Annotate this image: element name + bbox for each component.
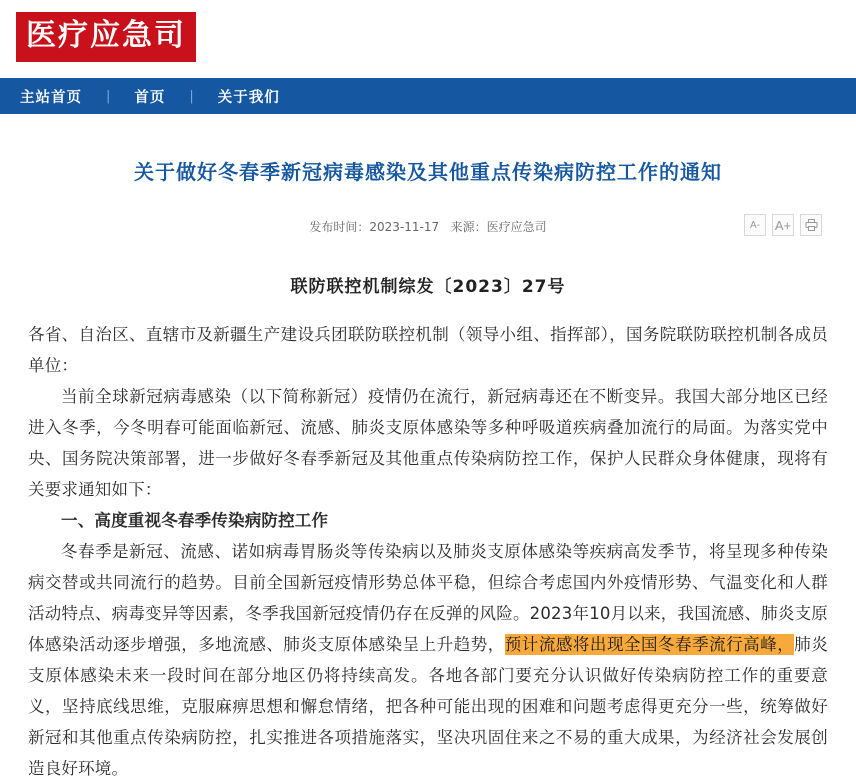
page-title: 关于做好冬春季新冠病毒感染及其他重点传染病防控工作的通知 <box>134 160 722 184</box>
font-increase-button[interactable]: A+ <box>772 214 794 236</box>
main-nav <box>0 78 856 114</box>
article-tools <box>744 214 822 236</box>
paragraph-situation-part1: 冬春季是新冠、流感、诺如病毒胃肠炎等传染病以及肺炎支原体感染等疾病高发季节，将呈现多种传染病交替或共同流行的趋势。目前全国新冠疫情形势总体平稳，但综合考虑国内外疫情形势、气温变化和人群活动特点、病毒变异等因素，冬季我国新冠疫情仍存在反弹的风险。2023年10月以来，我国流感、肺炎支原体感染活动逐步增强，多地流感、肺炎支原体感染呈上升趋势， <box>28 542 828 654</box>
article-body <box>28 319 828 784</box>
article-container <box>0 158 856 784</box>
source-value: 医疗应急司 <box>486 220 547 234</box>
nav-item-about-us[interactable]: 关于我们 <box>217 89 280 106</box>
section-heading-1: 一、高度重视冬春季传染病防控工作 <box>61 511 329 530</box>
publish-time-value: 2023-11-17 <box>369 220 440 234</box>
paragraph-situation-part2: 肺炎支原体感染未来一段时间在部分地区仍将持续高发。各地各部门要充分认识做好传染病防控工作的重要意义，坚持底线思维，克服麻痹思想和懈怠情绪，把各种可能出现的困难和问题考虑得更充分一些，统筹做好新冠和其他重点传染病防控，扎实推进各项措施落实，坚决巩固住来之不易的重大成果，为经济社会发展创造良好环境。 <box>28 635 828 778</box>
publish-time-label: 发布时间： <box>309 220 370 234</box>
font-decrease-button[interactable]: A- <box>744 214 766 236</box>
nav-separator: | <box>106 88 111 104</box>
nav-separator: | <box>189 88 194 104</box>
site-header <box>0 0 856 78</box>
paragraph-addressees: 各省、自治区、直辖市及新疆生产建设兵团联防联控机制（领导小组、指挥部），国务院联防联控机制各成员单位： <box>28 325 828 375</box>
paragraph-background: 当前全球新冠病毒感染（以下简称新冠）疫情仍在流行，新冠病毒还在不断变异。我国大部分地区已经进入冬季，今冬明春可能面临新冠、流感、肺炎支原体感染等多种呼吸道疾病叠加流行的局面。为落实党中央、国务院决策部署，进一步做好冬春季新冠及其他重点传染病防控工作，保护人民群众身体健康，现将有关要求通知如下： <box>28 387 828 499</box>
article-meta <box>28 214 828 240</box>
article-meta-row <box>28 214 828 240</box>
nav-item-home[interactable]: 首页 <box>134 89 166 106</box>
highlighted-text: 预计流感将出现全国冬春季流行高峰， <box>504 635 795 654</box>
source-label: 来源： <box>450 220 487 234</box>
nav-item-main-home[interactable]: 主站首页 <box>20 89 82 106</box>
site-logo: 医疗应急司 <box>16 12 196 62</box>
document-number: 联防联控机制综发〔2023〕27号 <box>290 277 566 297</box>
print-icon[interactable] <box>800 214 822 236</box>
paragraph-situation <box>28 536 828 784</box>
